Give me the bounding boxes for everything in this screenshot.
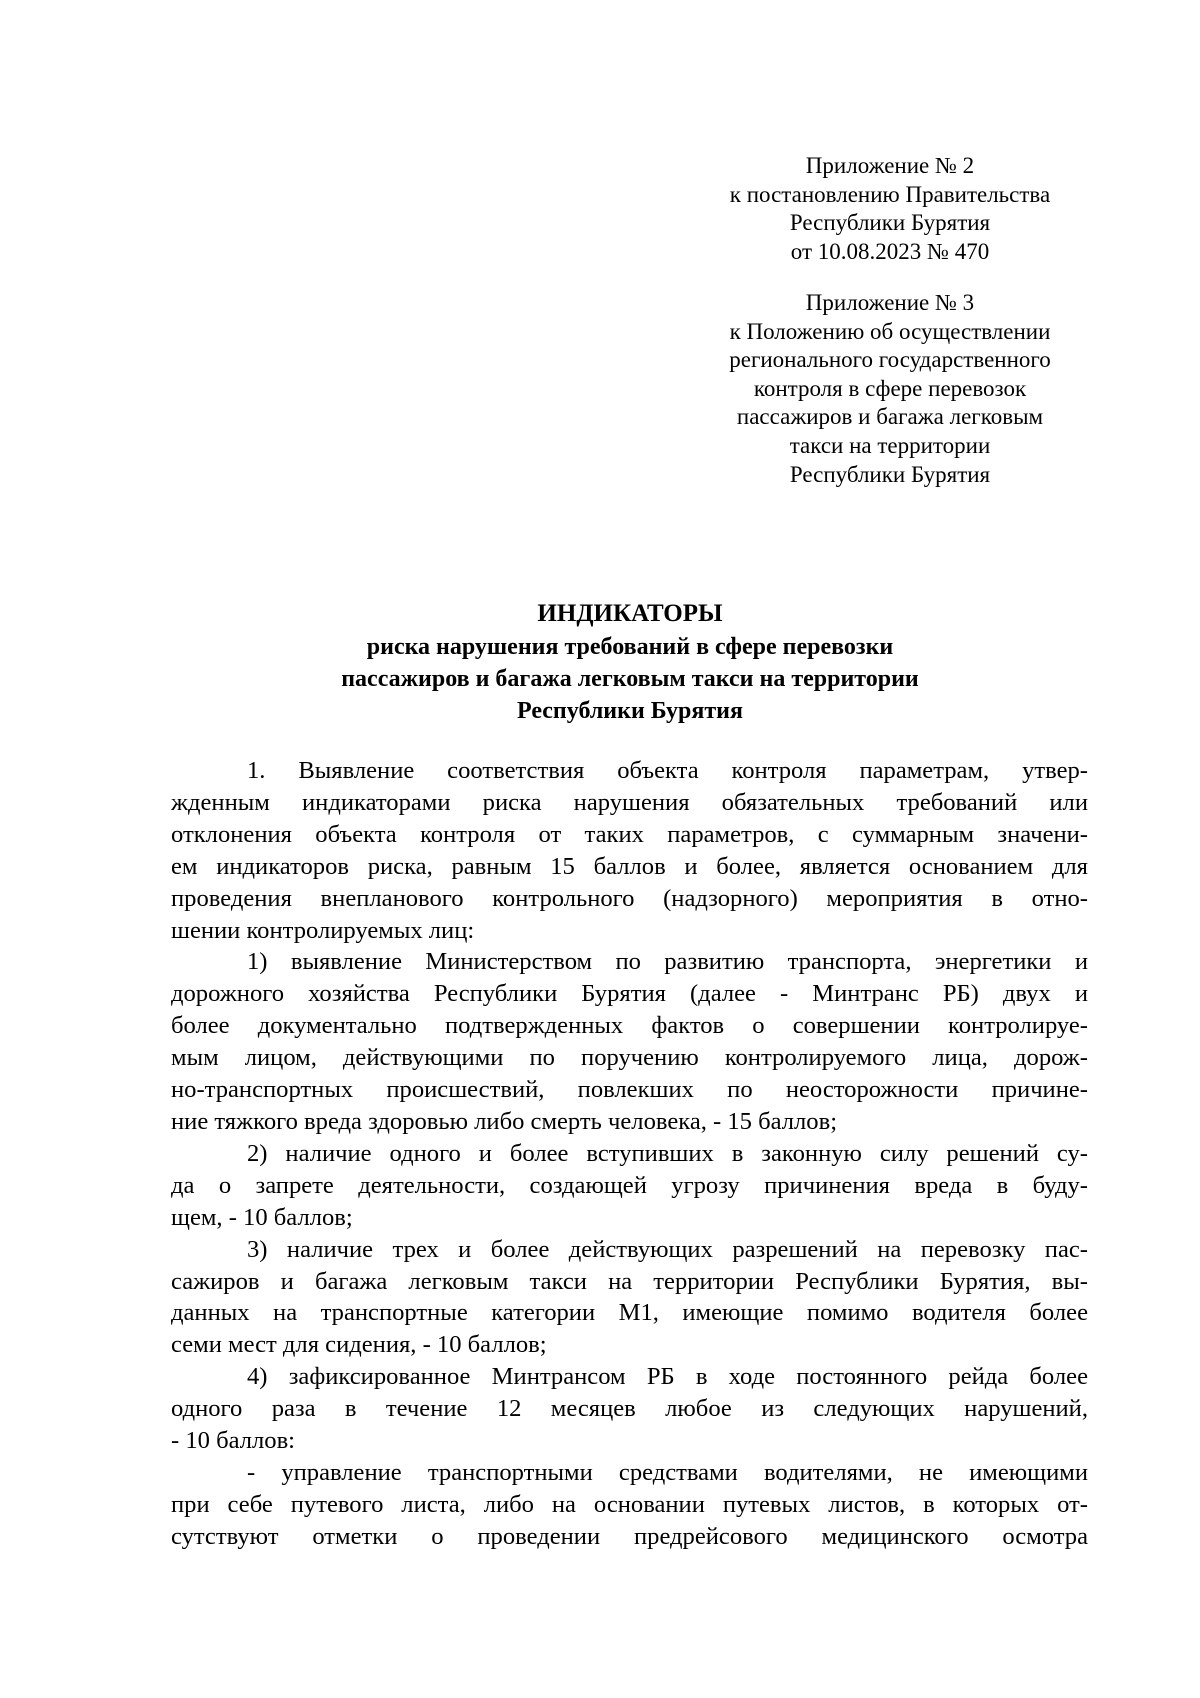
paragraph-p1-3 [171, 1234, 1088, 1362]
paragraph-line: дорожного хозяйства Республики Бурятия (далее - Минтранс РБ) двух и [171, 980, 1088, 1008]
paragraph-p1-1 [171, 946, 1088, 1137]
document-title [170, 597, 1090, 727]
paragraph-line: шении контролируемых лиц: [171, 916, 475, 944]
appendix-line: такси на территории [789, 432, 991, 458]
paragraph-line: данных на транспортные категории M1, имеющие помимо водителя более [171, 1299, 1088, 1327]
paragraph-line: 4) зафиксированное Минтрансом РБ в ходе постоянного рейда более [247, 1363, 1088, 1391]
title-heading: ИНДИКАТОРЫ [537, 600, 723, 627]
paragraph-line: мым лицом, действующими по поручению контролируемого лица, дорож- [171, 1044, 1088, 1072]
appendix-line: контроля в сфере перевозок [753, 375, 1027, 401]
paragraph-line: более документально подтвержденных фактов о совершении контролируе- [171, 1012, 1088, 1040]
title-subtitle-line: пассажиров и багажа легковым такси на территории [341, 666, 919, 692]
appendix-line: Приложение № 2 [805, 153, 975, 178]
paragraph-line: отклонения объекта контроля от таких параметров, с суммарным значени- [171, 820, 1088, 848]
appendix-line: от 10.08.2023 № 470 [790, 238, 990, 264]
paragraph-line: 1. Выявление соответствия объекта контроля параметрам, утвер- [247, 757, 1088, 784]
paragraph-line: щем, - 10 баллов; [171, 1203, 353, 1231]
paragraph-p1-4 [171, 1361, 1088, 1457]
appendix-2-reference [712, 152, 1068, 266]
paragraph-line: при себе путевого листа, либо на основании путевых листов, в которых от- [171, 1490, 1088, 1518]
paragraph-line: - управление транспортными средствами водителями, не имеющими [247, 1458, 1088, 1486]
appendix-line: пассажиров и багажа легковым [736, 404, 1044, 430]
title-subtitle-line: Республики Бурятия [516, 698, 743, 724]
paragraph-line: да о запрете деятельности, создающей угрозу причинения вреда в буду- [171, 1171, 1088, 1199]
title-subtitle-line: риска нарушения требований в сфере перевозки [366, 634, 894, 660]
paragraph-line: жденным индикаторами риска нарушения обязательных требований или [171, 788, 1088, 816]
appendix-line: к постановлению Правительства [729, 181, 1051, 207]
appendix-line: Республики Бурятия [789, 461, 991, 487]
document-body [171, 755, 1088, 1553]
paragraph-line: ние тяжкого вреда здоровью либо смерть человека, - 15 баллов; [171, 1107, 838, 1135]
paragraph-p1-4-a [171, 1457, 1088, 1553]
paragraph-line: ем индикаторов риска, равным 15 баллов и более, является основанием для [171, 852, 1088, 880]
paragraph-line: но-транспортных происшествий, повлекших по неосторожности причине- [171, 1076, 1088, 1104]
paragraph-p1 [171, 755, 1088, 946]
paragraph-line: сажиров и багажа легковым такси на территории Республики Бурятия, вы- [171, 1267, 1088, 1295]
paragraph-line: проведения внепланового контрольного (надзорного) мероприятия в отно- [171, 884, 1088, 912]
paragraph-line: семи мест для сидения, - 10 баллов; [171, 1331, 547, 1359]
appendix-line: к Положению об осуществлении [729, 318, 1051, 344]
appendix-line: Приложение № 3 [805, 290, 975, 315]
paragraph-line: сутствуют отметки о проведении предрейсового медицинского осмотра [171, 1522, 1088, 1550]
paragraph-line: 2) наличие одного и более вступивших в законную силу решений су- [247, 1139, 1088, 1167]
appendix-line: регионального государственного [729, 347, 1051, 373]
appendix-line: Республики Бурятия [789, 210, 991, 236]
paragraph-line: - 10 баллов: [171, 1427, 296, 1455]
paragraph-line: 1) выявление Министерством по развитию транспорта, энергетики и [247, 948, 1088, 976]
paragraph-p1-2 [171, 1138, 1088, 1234]
paragraph-line: 3) наличие трех и более действующих разрешений на перевозку пас- [247, 1235, 1088, 1263]
appendix-3-reference [712, 289, 1068, 489]
paragraph-line: одного раза в течение 12 месяцев любое из следующих нарушений, [171, 1395, 1088, 1423]
